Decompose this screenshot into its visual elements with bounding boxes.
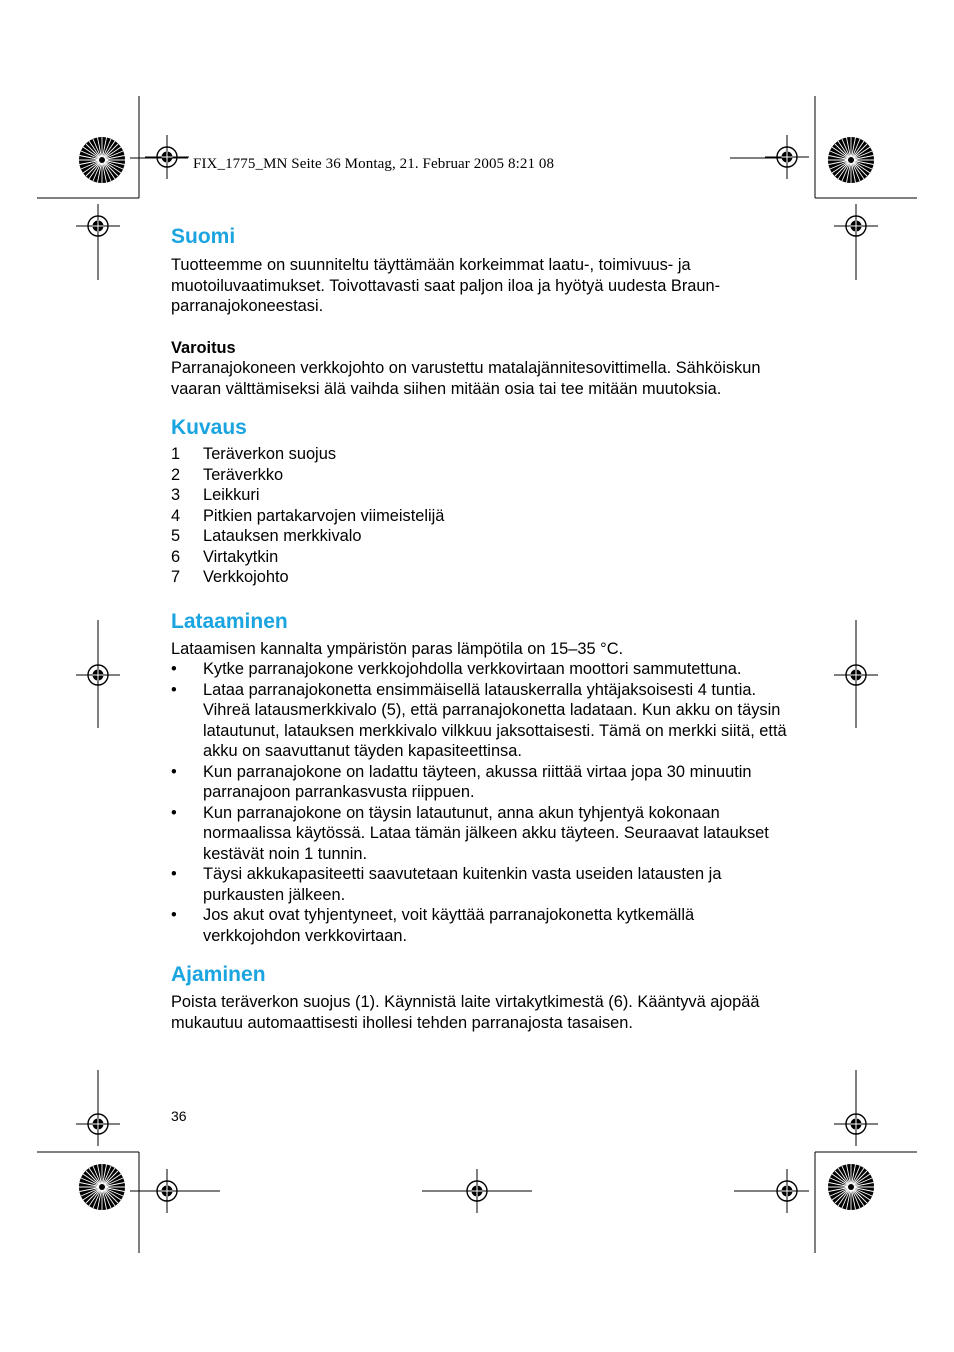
section-title-lataaminen: Lataaminen: [171, 609, 288, 633]
list-item: 7 Verkkojohto: [171, 568, 289, 586]
section-kuvaus: [171, 413, 791, 588]
list-item: 6 Virtakytkin: [171, 547, 279, 566]
charging-bullets: [171, 659, 791, 946]
warning-heading: Varoitus: [171, 338, 236, 357]
page-content: [171, 222, 791, 1033]
list-item: 1 Teräverkon suojus: [171, 445, 337, 463]
print-slug-header: FIX_1775_MN Seite 36 Montag, 21. Februar 2005 8:21 08: [193, 156, 555, 172]
charging-intro: Lataamisen kannalta ympäristön paras lämpötila on 15–35 °C.: [171, 639, 624, 658]
section-title-ajaminen: Ajaminen: [171, 963, 266, 986]
list-item: 5 Latauksen merkkivalo: [171, 527, 362, 545]
section-title-kuvaus: Kuvaus: [171, 416, 247, 439]
list-item: 3 Leikkuri: [171, 486, 260, 504]
parts-list: [171, 444, 791, 588]
page-number: 36: [171, 1108, 187, 1124]
list-item: • Täysi akkukapasiteetti saavutetaan kuitenkin vasta useiden latausten ja purkausten jälkeen.: [171, 865, 722, 904]
list-item: • Kun parranajokone on ladattu täyteen, akussa riittää virtaa jopa 30 minuutin parranajoon parrankasvusta riippuen.: [171, 762, 752, 801]
section-ajaminen: [171, 960, 791, 1033]
list-item: • Lataa parranajokonetta ensimmäisellä latauskerralla yhtäjaksoisesti 4 tuntia. Vihreä latausmerkkivalo (5), että parranajokonetta ladataan. Kun akku on täysin latautunut, latauksen merkkivalo vilkkuu jaksottaisesti. Tämä on merkki siitä, että akku on saavuttanut täyden kapasiteettinsa.: [171, 680, 787, 760]
section-suomi: [171, 222, 791, 399]
list-item: • Jos akut ovat tyhjentyneet, voit käyttää parranajokonetta kytkemällä verkkojohdon verkkovirtaan.: [171, 906, 695, 945]
list-item: • Kun parranajokone on täysin latautunut, anna akun tyhjentyä kokonaan normaalissa käytössä. Lataa tämän jälkeen akku täyteen. Seuraavat lataukset kestävät noin 1 tunnin.: [171, 803, 769, 863]
list-item: 4 Pitkien partakarvojen viimeistelijä: [171, 506, 445, 525]
warning-paragraph: Parranajokoneen verkkojohto on varustettu matalajännitesovittimella. Sähköiskun vaaran välttämiseksi älä vaihda siihen mitään osia tai tee mitään muutoksia.: [171, 359, 761, 398]
section-lataaminen: [171, 607, 791, 947]
section-title-suomi: Suomi: [171, 225, 236, 248]
shaving-paragraph: Poista teräverkon suojus (1). Käynnistä laite virtakytkimestä (6). Kääntyvä ajopää mukautuu automaattisesti ihollesi tehden parranajosta tasaisen.: [171, 993, 760, 1032]
list-item: • Kytke parranajokone verkkojohdolla verkkovirtaan moottori sammutettuna.: [171, 660, 742, 678]
list-item: 2 Teräverkko: [171, 465, 284, 484]
intro-paragraph: Tuotteemme on suunniteltu täyttämään korkeimmat laatu-, toimivuus- ja muotoiluvaatimukset. Toivottavasti saat paljon iloa ja hyötyä uudesta Braun-parranajokoneestasi.: [171, 256, 721, 315]
